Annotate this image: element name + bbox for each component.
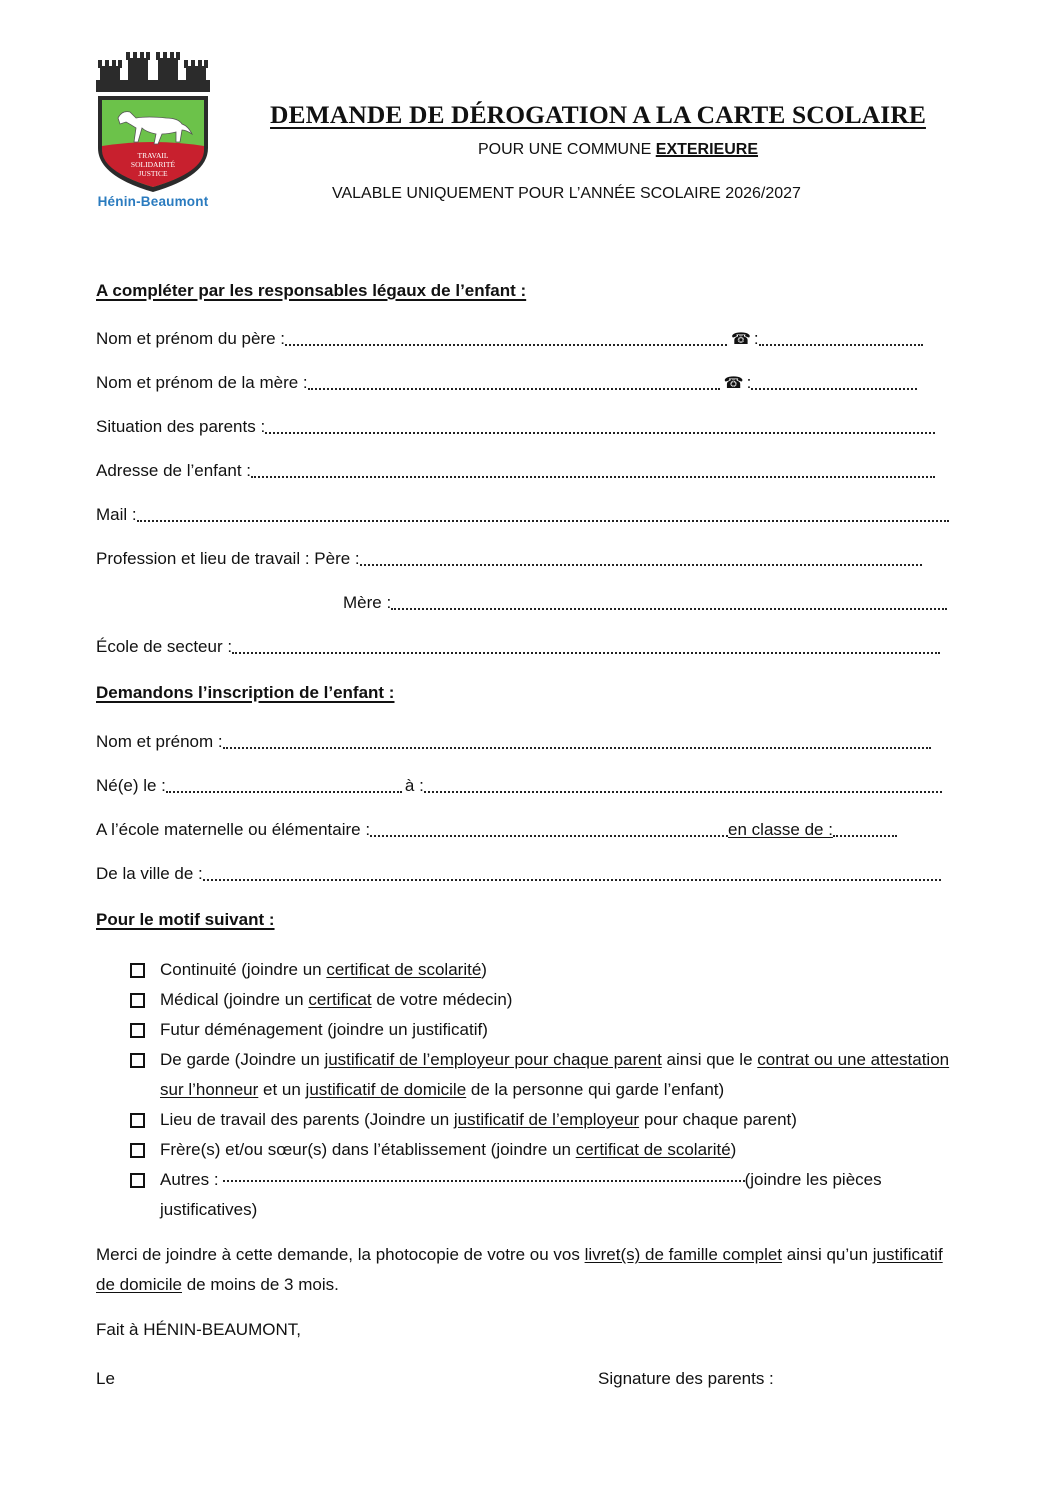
field-parents-situation [96,415,935,437]
input-class[interactable] [833,835,897,837]
phone-separator: : [753,329,759,348]
reason-option-workplace[interactable] [128,1105,968,1135]
note-doc: livret(s) de famille complet [584,1245,783,1264]
checkbox[interactable] [130,963,145,978]
validity-note: VALABLE UNIQUEMENT POUR L’ANNÉE SCOLAIRE 2026/2027 [332,185,801,202]
label-city: De la ville de : [96,864,203,883]
option-text: De garde (Joindre un [160,1050,325,1069]
option-text: ) [481,960,487,979]
reason-checklist [128,955,968,1225]
label-profession-mother: Mère : [343,593,392,612]
label-school: A l’école maternelle ou élémentaire : [96,820,371,839]
option-text: Futur déménagement (joindre un justificatif) [160,1020,488,1039]
field-father-name [96,327,923,349]
subtitle-prefix: POUR UNE COMMUNE [477,141,656,158]
field-school-sector [96,635,940,657]
checkbox[interactable] [130,1173,145,1188]
field-mother-name [96,371,917,393]
input-mail[interactable] [137,520,949,522]
note-text: ainsi qu’un [782,1245,873,1264]
input-profession-mother[interactable] [391,608,947,610]
label-father-name: Nom et prénom du père : [96,329,285,348]
document-title: DEMANDE DE DÉROGATION A LA CARTE SCOLAIRE [270,100,926,129]
input-parents-situation[interactable] [265,432,935,434]
telephone-icon: ☎ [723,375,744,392]
reason-option-childcare[interactable] [128,1045,968,1105]
option-doc: justificatif de l’employeur [453,1110,640,1129]
label-school-sector: École de secteur : [96,637,233,656]
phone-separator: : [746,373,752,392]
input-other-reason[interactable] [223,1180,745,1182]
label-mother-name: Nom et prénom de la mère : [96,373,308,392]
input-profession-father[interactable] [360,564,922,566]
input-birth-date[interactable] [166,791,402,793]
option-text: ainsi que le [661,1050,758,1069]
subtitle-emphasis: EXTERIEURE [655,141,759,158]
field-birth [96,774,942,796]
option-doc: contrat ou une attestation sur l’honneur [160,1050,950,1099]
option-text: Autres : [160,1170,219,1189]
attachments-note [96,1240,966,1300]
field-mail [96,503,949,525]
label-class: en classe de : [728,820,833,839]
label-birth-date: Né(e) le : [96,776,166,795]
label-profession-father: Profession et lieu de travail : Père : [96,549,360,568]
option-doc: certificat de scolarité [575,1140,731,1159]
note-doc: justificatif de domicile [96,1245,943,1294]
label-mail: Mail : [96,505,137,524]
field-child-address [96,459,935,481]
input-child-name[interactable] [223,747,931,749]
label-parents-situation: Situation des parents : [96,417,266,436]
option-text: Frère(s) et/ou sœur(s) dans l’établissement (joindre un [160,1140,576,1159]
logo-city-name: Hénin-Beaumont [97,194,209,209]
checkbox[interactable] [130,993,145,1008]
field-profession-mother [343,591,947,613]
field-child-name [96,730,931,752]
city-logo [88,48,218,214]
reason-option-continuity[interactable] [128,955,968,985]
reason-option-other[interactable] [128,1165,968,1225]
input-school[interactable] [370,835,728,837]
input-father-name[interactable] [285,344,727,346]
input-birth-place[interactable] [424,791,942,793]
document-subtitle [268,141,968,159]
input-mother-name[interactable] [308,388,720,390]
option-doc: certificat de scolarité [326,960,482,979]
input-city[interactable] [203,879,941,881]
svg-text:JUSTICE: JUSTICE [138,169,168,178]
option-text: de votre médecin) [371,990,513,1009]
option-doc: justificatif de l’employeur pour chaque parent [324,1050,662,1069]
label-child-name: Nom et prénom : [96,732,223,751]
place-of-signature: Fait à HÉNIN-BEAUMONT, [96,1320,301,1339]
reason-option-moving[interactable] [128,1015,968,1045]
telephone-icon: ☎ [730,331,751,348]
option-text: Médical (joindre un [160,990,309,1009]
option-text: (joindre les pièces justificatives) [160,1170,882,1219]
checkbox[interactable] [130,1113,145,1128]
date-label: Le [96,1369,115,1388]
note-text: de moins de 3 mois. [182,1275,339,1294]
section-heading-parents: A compléter par les responsables légaux de l’enfant : [96,281,527,300]
option-doc: justificatif de domicile [305,1080,467,1099]
option-text: Continuité (joindre un [160,960,327,979]
reason-option-siblings[interactable] [128,1135,968,1165]
note-text: Merci de joindre à cette demande, la photocopie de votre ou vos [96,1245,585,1264]
field-profession-father [96,547,922,569]
option-text: de la personne qui garde l’enfant) [466,1080,725,1099]
svg-text:TRAVAIL: TRAVAIL [137,151,169,160]
input-school-sector[interactable] [232,652,940,654]
input-father-phone[interactable] [759,344,923,346]
option-text: et un [258,1080,306,1099]
checkbox[interactable] [130,1023,145,1038]
section-heading-child: Demandons l’inscription de l’enfant : [96,683,395,702]
label-birth-place: à : [404,776,424,795]
field-school [96,818,897,840]
reason-option-medical[interactable] [128,985,968,1015]
option-text: pour chaque parent) [639,1110,797,1129]
checkbox[interactable] [130,1053,145,1068]
option-text: Lieu de travail des parents (Joindre un [160,1110,454,1129]
section-heading-reason: Pour le motif suivant : [96,910,275,929]
input-mother-phone[interactable] [751,388,917,390]
coat-of-arms-icon [88,48,218,194]
checkbox[interactable] [130,1143,145,1158]
input-child-address[interactable] [251,476,935,478]
svg-text:SOLIDARITÉ: SOLIDARITÉ [130,160,176,169]
label-child-address: Adresse de l’enfant : [96,461,251,480]
option-text: ) [730,1140,737,1159]
signature-label: Signature des parents : [598,1369,774,1388]
option-doc: certificat [308,990,372,1009]
field-city [96,862,941,884]
